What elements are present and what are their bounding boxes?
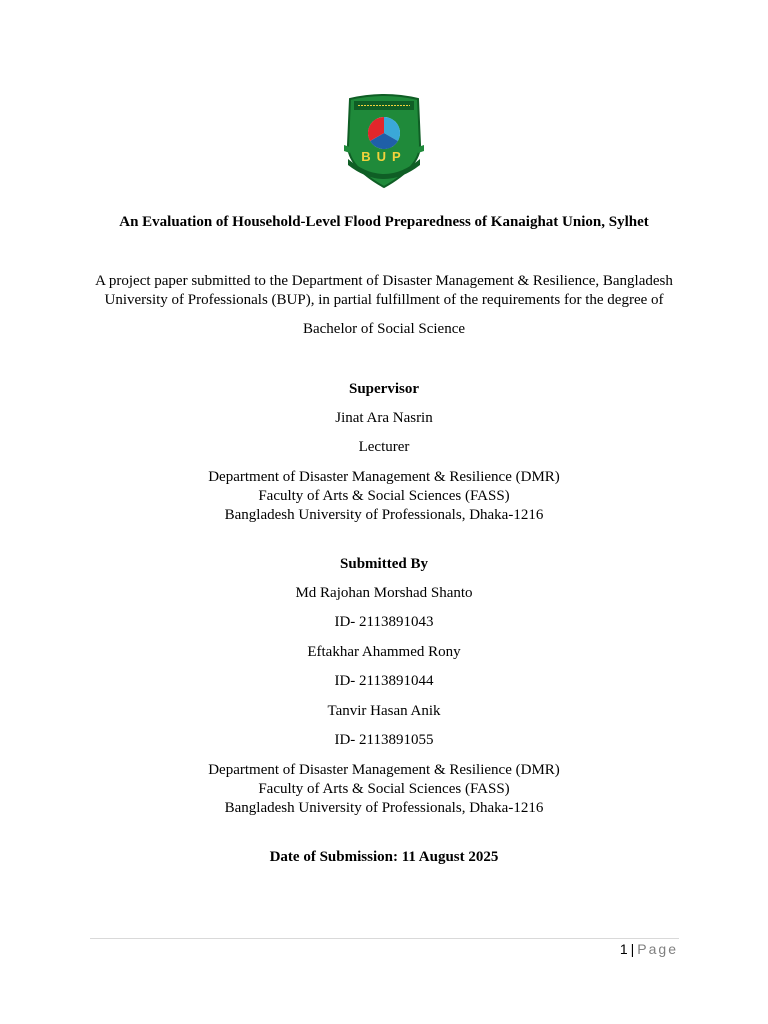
supervisor-heading: Supervisor — [348, 381, 419, 397]
intro-line-1: A project paper submitted to the Department of Disaster Management & Resilience, Bangladesh — [95, 273, 673, 289]
student-name: Md Rajohan Morshad Shanto — [295, 585, 473, 601]
submitted-by-heading: Submitted By — [340, 556, 428, 572]
submitter-university: Bangladesh University of Professionals, Dhaka-1216 — [224, 800, 544, 816]
intro-line-2: University of Professionals (BUP), in partial fulfillment of the requirements for the degree of — [104, 292, 664, 308]
submission-date: Date of Submission: 11 August 2025 — [269, 849, 499, 865]
supervisor-university: Bangladesh University of Professionals, Dhaka-1216 — [224, 507, 544, 523]
page-label: Page — [637, 941, 678, 957]
footer-separator: | — [630, 941, 635, 957]
submitter-department: Department of Disaster Management & Resilience (DMR) — [208, 762, 560, 778]
svg-text:BUP: BUP — [361, 149, 407, 164]
bup-crest-icon — [340, 93, 428, 189]
page-number: 1 — [619, 941, 628, 957]
paper-title: An Evaluation of Household-Level Flood Preparedness of Kanaighat Union, Sylhet — [119, 214, 649, 230]
supervisor-title: Lecturer — [358, 439, 410, 455]
student-id: ID- 2113891043 — [334, 614, 434, 630]
student-id: ID- 2113891055 — [334, 732, 434, 748]
page-footer — [620, 940, 678, 958]
supervisor-name: Jinat Ara Nasrin — [335, 410, 433, 426]
footer-divider — [90, 938, 679, 939]
submitter-faculty: Faculty of Arts & Social Sciences (FASS) — [258, 781, 510, 797]
student-name: Eftakhar Ahammed Rony — [307, 644, 461, 660]
supervisor-department: Department of Disaster Management & Resilience (DMR) — [208, 469, 560, 485]
supervisor-faculty: Faculty of Arts & Social Sciences (FASS) — [258, 488, 510, 504]
student-name: Tanvir Hasan Anik — [327, 703, 441, 719]
student-id: ID- 2113891044 — [334, 673, 434, 689]
degree-name: Bachelor of Social Science — [302, 321, 466, 337]
